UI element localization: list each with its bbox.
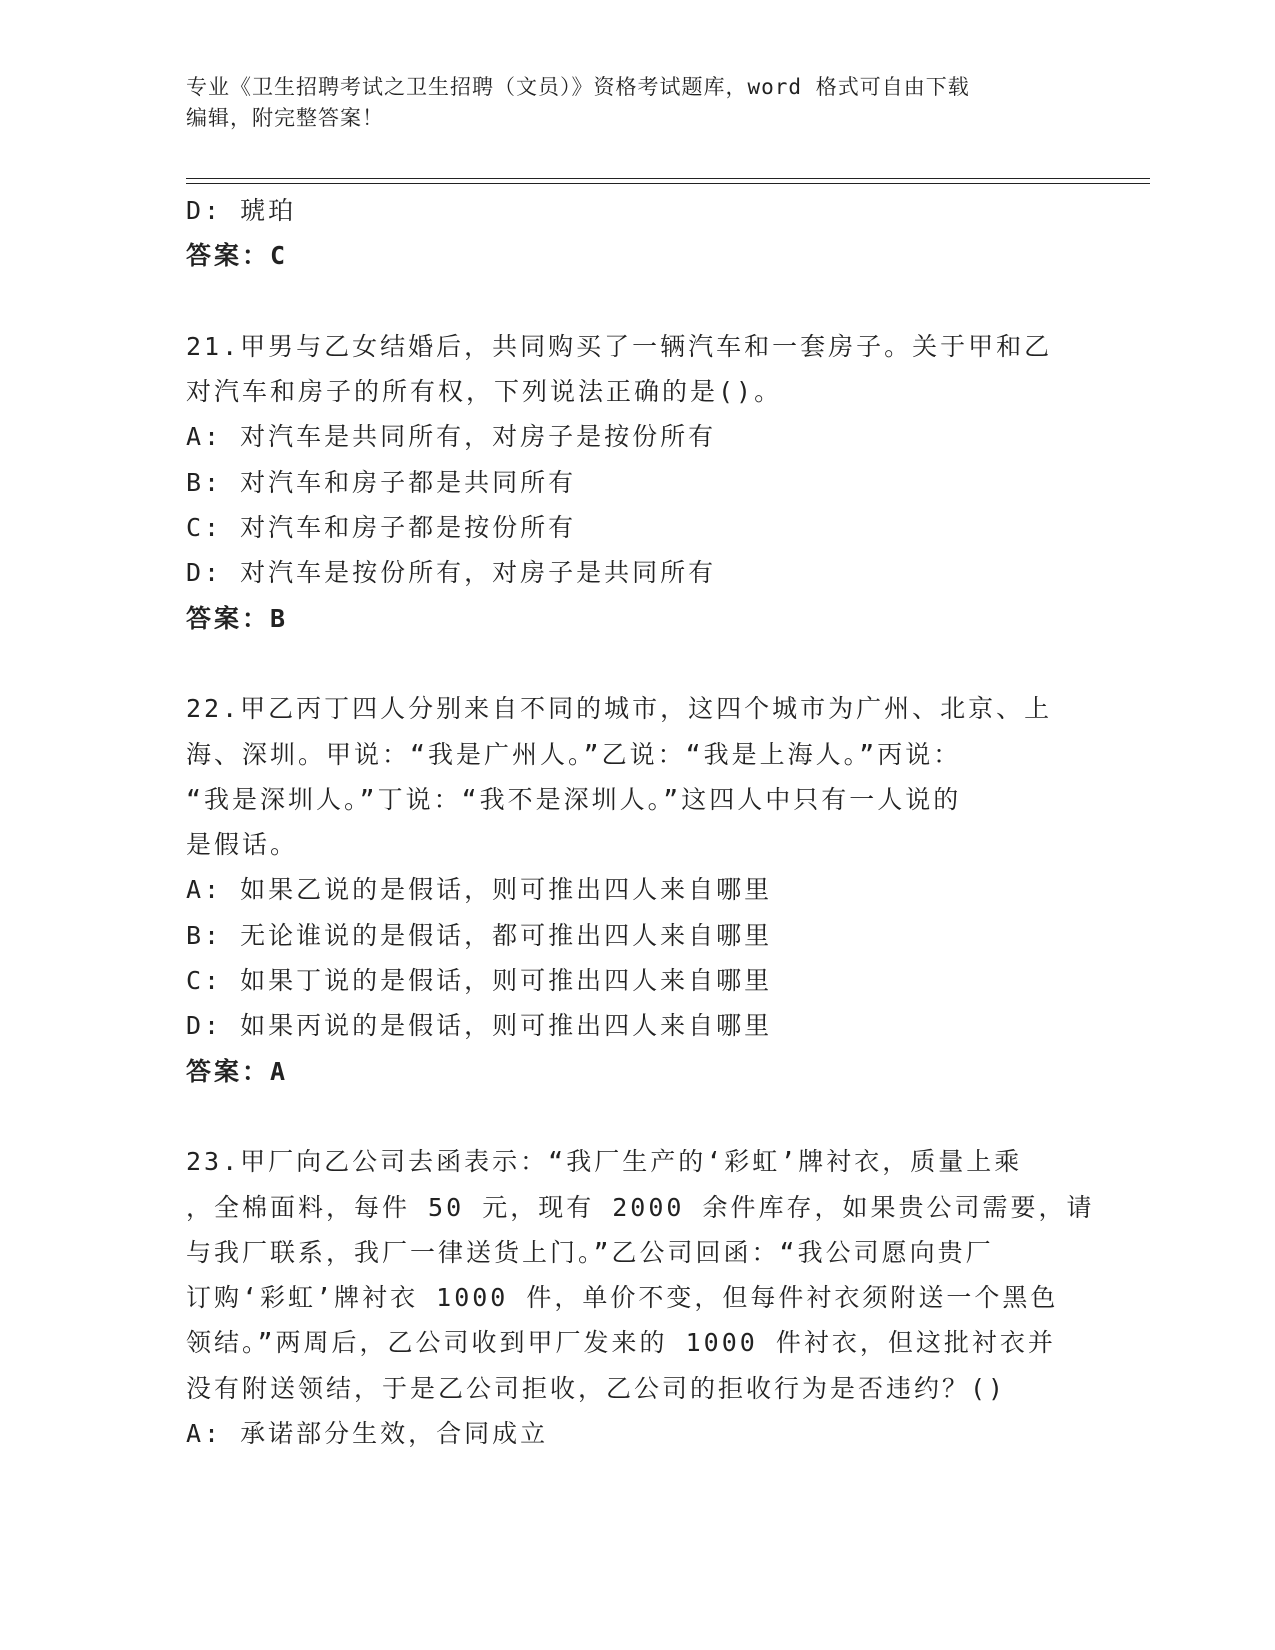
question-stem-line: 领结。”两周后，乙公司收到甲厂发来的 1000 件衬衣，但这批衬衣并 (186, 1328, 1056, 1358)
question-stem-line: 订购‘彩虹’牌衬衣 1000 件，单价不变，但每件衬衣须附送一个黑色 (186, 1283, 1059, 1313)
option-d: D: 如果丙说的是假话，则可推出四人来自哪里 (186, 1011, 773, 1041)
question-stem-line: 22.甲乙丙丁四人分别来自不同的城市，这四个城市为广州、北京、上 (186, 694, 1053, 724)
question-stem-line: 海、深圳。甲说：“我是广州人。”乙说：“我是上海人。”丙说： (186, 739, 962, 769)
header-divider-top (186, 178, 1150, 179)
option-c: C: 对汽车和房子都是按份所有 (186, 513, 577, 543)
header-line-2: 编辑，附完整答案！ (186, 106, 384, 130)
question-content (186, 188, 1095, 1456)
question-stem-line: “我是深圳人。”丁说：“我不是深圳人。”这四人中只有一人说的 (186, 784, 962, 814)
answer: 答案：B (186, 603, 289, 633)
question-stem-line: ，全棉面料，每件 50 元，现有 2000 余件库存，如果贵公司需要，请 (186, 1192, 1095, 1222)
option-a: A: 对汽车是共同所有，对房子是按份所有 (186, 422, 717, 452)
question-22 (186, 686, 1086, 1094)
question-23 (186, 1139, 1095, 1456)
option-d: D: 对汽车是按份所有，对房子是共同所有 (186, 558, 717, 588)
answer: 答案：A (186, 1056, 289, 1086)
option-a: A: 如果乙说的是假话，则可推出四人来自哪里 (186, 875, 773, 905)
question-stem-line: 没有附送领结，于是乙公司拒收，乙公司的拒收行为是否违约？() (186, 1373, 1007, 1403)
question-stem-line: 对汽车和房子的所有权，下列说法正确的是()。 (186, 377, 783, 407)
spacer (186, 641, 1086, 686)
question-stem-line: 23.甲厂向乙公司去函表示：“我厂生产的‘彩虹’牌衬衣，质量上乘 (186, 1147, 1023, 1177)
prev-answer: 答案：C (186, 241, 289, 271)
question-21 (186, 324, 1086, 641)
question-stem-line: 是假话。 (186, 830, 299, 860)
spacer (186, 279, 1086, 324)
header-line-1: 专业《卫生招聘考试之卫生招聘（文员）》资格考试题库，word 格式可自由下载 (186, 75, 970, 99)
question-stem-line: 与我厂联系，我厂一律送货上门。”乙公司回函：“我公司愿向贵厂 (186, 1237, 994, 1267)
option-b: B: 对汽车和房子都是共同所有 (186, 467, 577, 497)
spacer (186, 1094, 1086, 1139)
page-header (186, 72, 1066, 134)
option-a: A: 承诺部分生效，合同成立 (186, 1419, 549, 1449)
question-stem-line: 21.甲男与乙女结婚后，共同购买了一辆汽车和一套房子。关于甲和乙 (186, 331, 1053, 361)
header-divider-bottom (186, 183, 1150, 184)
prev-option-d: D: 琥珀 (186, 196, 297, 225)
option-b: B: 无论谁说的是假话，都可推出四人来自哪里 (186, 920, 773, 950)
option-c: C: 如果丁说的是假话，则可推出四人来自哪里 (186, 966, 773, 996)
